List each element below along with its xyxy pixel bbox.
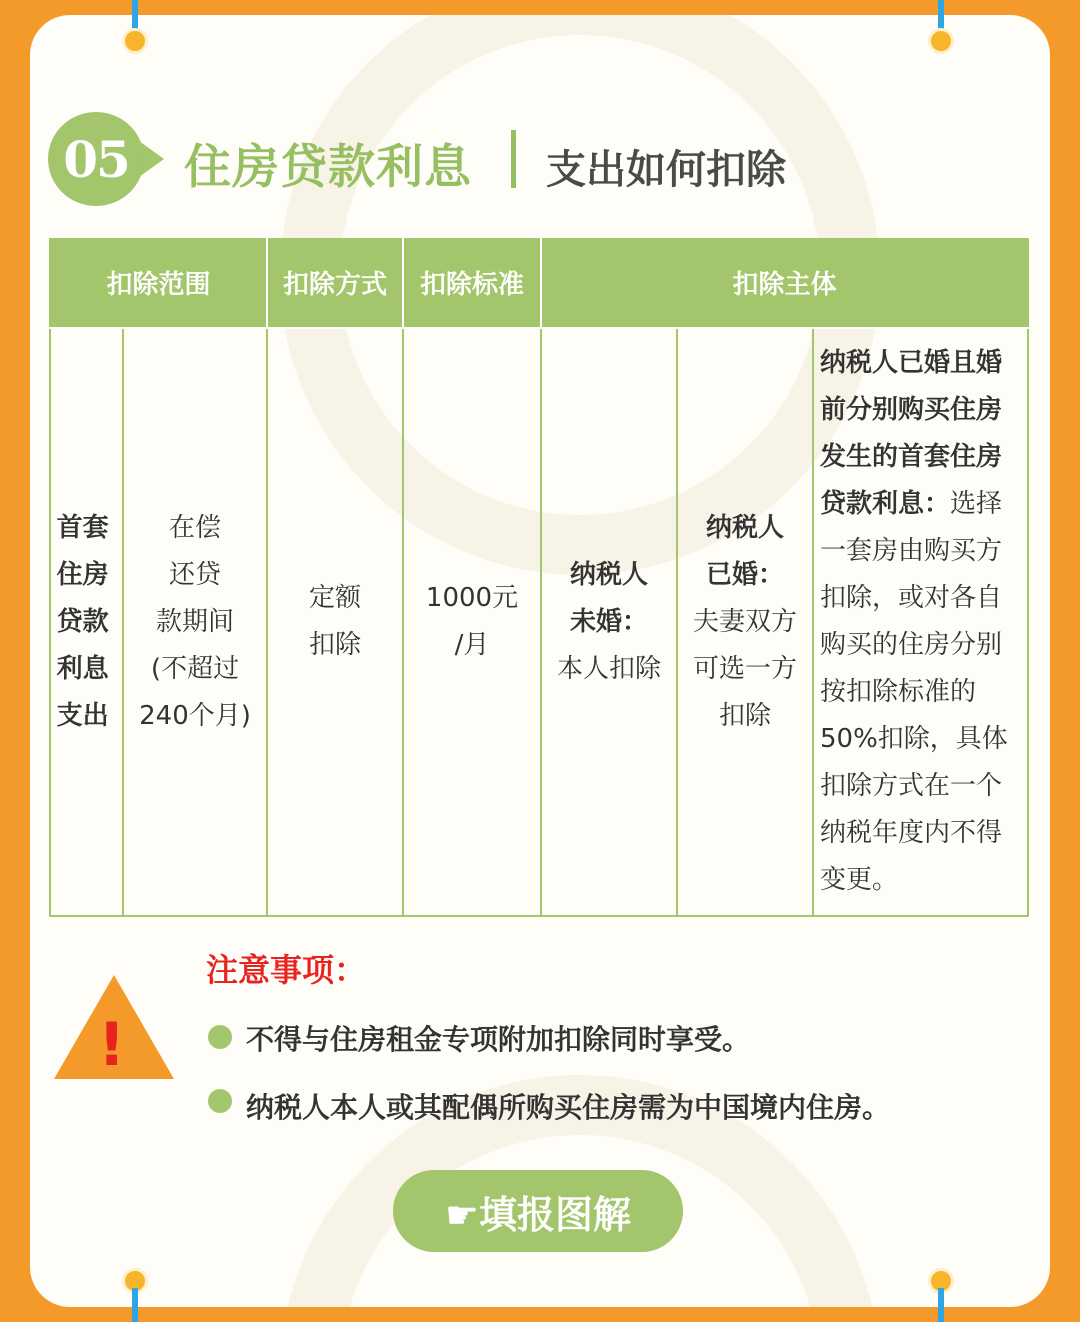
page-subtitle: 支出如何扣除 <box>546 147 786 193</box>
special-text: 选择一套房由购买方扣除，或对各自购买的住房分别按扣除标准的50%扣除，具体扣除方式在一个纳税年度内不得变更。 <box>820 489 1008 895</box>
section-number-badge: 05 <box>48 112 144 206</box>
scope-detail-line: 款期间 <box>156 606 235 637</box>
unmarried-text: 本人扣除 <box>557 653 662 684</box>
scope-title-line: 首套 <box>56 512 109 543</box>
married-text-line: 可选一方 <box>693 653 798 684</box>
method-line: 定额 <box>309 583 362 613</box>
married-title-line: 已婚： <box>706 559 785 590</box>
cell-unmarried <box>541 328 677 916</box>
scope-title-line: 贷款 <box>56 606 109 637</box>
deduction-table <box>49 238 1029 917</box>
scope-title-line: 利息 <box>56 653 109 684</box>
scope-title-line: 住房 <box>56 559 109 590</box>
cell-method <box>267 328 403 916</box>
scope-title-line: 支出 <box>56 700 109 731</box>
unmarried-title-line: 未婚： <box>570 606 649 637</box>
cell-scope-title <box>50 328 123 916</box>
filing-guide-button[interactable]: ☛填报图解 <box>393 1170 683 1252</box>
married-text-line: 扣除 <box>719 700 772 731</box>
married-title-line: 纳税人 <box>706 512 785 543</box>
standard-line: /月 <box>454 630 490 660</box>
married-text-line: 夫妻双方 <box>693 606 798 637</box>
notice-item: 纳税人本人或其配偶所购买住房需为中国境内住房。 <box>246 1091 891 1124</box>
unmarried-title-line: 纳税人 <box>570 559 649 590</box>
header-subject: 扣除主体 <box>541 238 1028 328</box>
scope-detail-line: (不超过 <box>150 653 240 684</box>
scope-detail-line: 还贷 <box>169 559 222 590</box>
cell-standard <box>403 328 541 916</box>
standard-line: 1000元 <box>425 583 519 613</box>
cell-married <box>677 328 813 916</box>
pin-dot-top-right <box>928 28 954 54</box>
special-title: 纳税人已婚且婚前分别购买住房发生的首套住房贷款利息： <box>820 348 1003 519</box>
notice-item: 不得与住房租金专项附加扣除同时享受。 <box>246 1023 751 1056</box>
pin-bottom-left <box>132 1288 138 1322</box>
exclamation-icon: ! <box>98 1010 126 1080</box>
pin-dot-top-left <box>122 28 148 54</box>
page-title: 住房贷款利息 <box>184 140 472 195</box>
cell-special <box>813 328 1028 916</box>
header-method: 扣除方式 <box>267 238 403 328</box>
bullet-icon <box>208 1089 232 1113</box>
method-line: 扣除 <box>309 630 362 660</box>
table-header-row <box>50 238 1028 328</box>
scope-detail-line: 240个月) <box>139 700 251 731</box>
scope-detail-line: 在偿 <box>169 512 222 543</box>
table-row <box>50 328 1028 916</box>
header-standard: 扣除标准 <box>403 238 541 328</box>
cell-scope-detail <box>123 328 267 916</box>
header-scope: 扣除范围 <box>50 238 267 328</box>
pin-bottom-right <box>938 1288 944 1322</box>
notice-title: 注意事项： <box>206 951 367 989</box>
bullet-icon <box>208 1025 232 1049</box>
title-divider <box>511 130 516 188</box>
